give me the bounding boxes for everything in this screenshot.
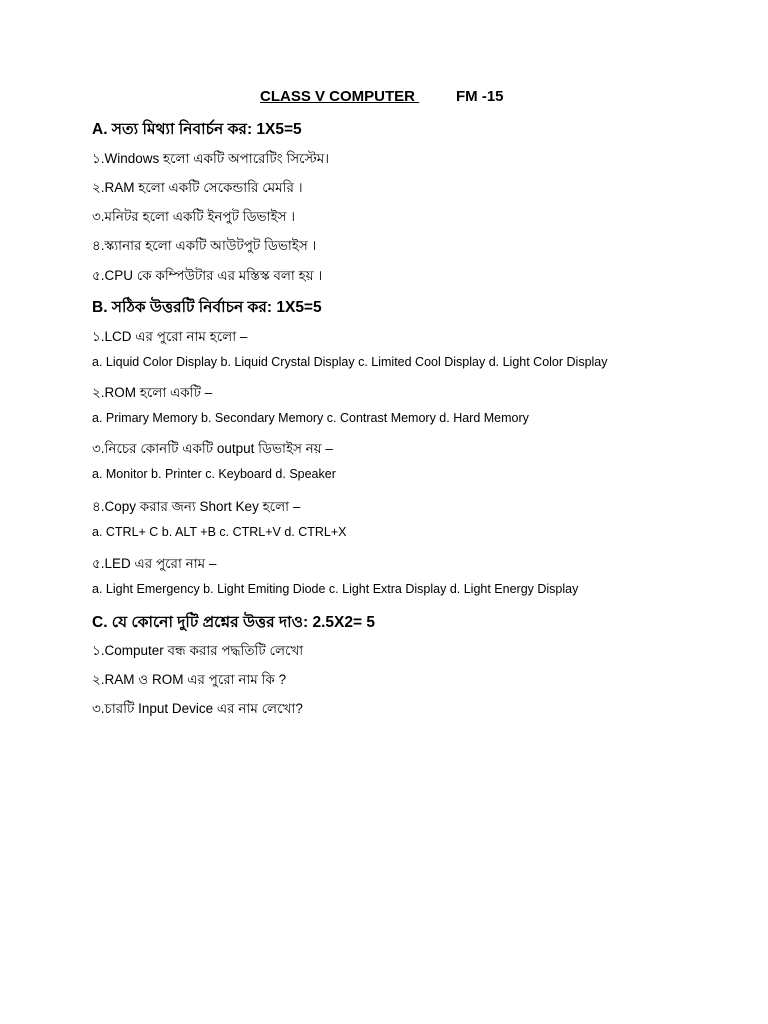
section-b-options-2: a. Primary Memory b. Secondary Memory c. Contrast Memory d. Hard Memory (92, 411, 529, 425)
section-b-question-2: ২.ROM হলো একটি – (92, 385, 213, 400)
section-a-item-1: ১.Windows হলো একটি অপারেটিং সিস্টেম। (92, 151, 330, 166)
section-b-options-5: a. Light Emergency b. Light Emiting Diode c. Light Extra Display d. Light Energy Display (92, 582, 579, 596)
section-a-item-3: ৩.মনিটর হলো একটি ইনপুট ডিভাইস । (92, 209, 296, 224)
section-b-options-1: a. Liquid Color Display b. Liquid Crystal Display c. Limited Cool Display d. Light Color Display (92, 355, 608, 369)
section-b-question-4: ৪.Copy করার জন্য Short Key হলো – (92, 499, 301, 514)
section-b-heading: B. সঠিক উত্তরটি নির্বাচন কর: 1X5=5 (92, 299, 322, 316)
section-b-options-3: a. Monitor b. Printer c. Keyboard d. Speaker (92, 467, 336, 481)
full-marks: FM -15 (456, 88, 504, 105)
section-c-item-3: ৩.চারটি Input Device এর নাম লেখো? (92, 701, 303, 716)
section-c-item-2: ২.RAM ও ROM এর পুরো নাম কি ? (92, 672, 287, 687)
section-c-item-1: ১.Computer বন্ধ করার পদ্ধতিটি লেখো (92, 643, 304, 658)
section-a-item-4: ৪.স্ক্যানার হলো একটি আউটপুট ডিভাইস । (92, 238, 317, 253)
section-b-options-4: a. CTRL+ C b. ALT +B c. CTRL+V d. CTRL+X (92, 525, 347, 539)
section-b-question-1: ১.LCD এর পুরো নাম হলো – (92, 329, 248, 344)
section-a-heading: A. সত্য মিথ্যা নিবার্চন কর: 1X5=5 (92, 121, 302, 138)
section-b-question-5: ৫.LED এর পুরো নাম – (92, 556, 217, 571)
section-a-item-2: ২.RAM হলো একটি সেকেন্ডারি মেমরি । (92, 180, 303, 195)
section-a-item-5: ৫.CPU কে কম্পিউটার এর মস্তিস্ক বলা হয় । (92, 268, 323, 283)
section-b-question-3: ৩.নিচের কোনটি একটি output ডিভাইস নয় – (92, 441, 333, 456)
section-c-heading: C. যে কোনো দুটি প্রশ্নের উত্তর দাও: 2.5X2= 5 (92, 614, 375, 631)
paper-title: CLASS V COMPUTER (260, 88, 420, 105)
